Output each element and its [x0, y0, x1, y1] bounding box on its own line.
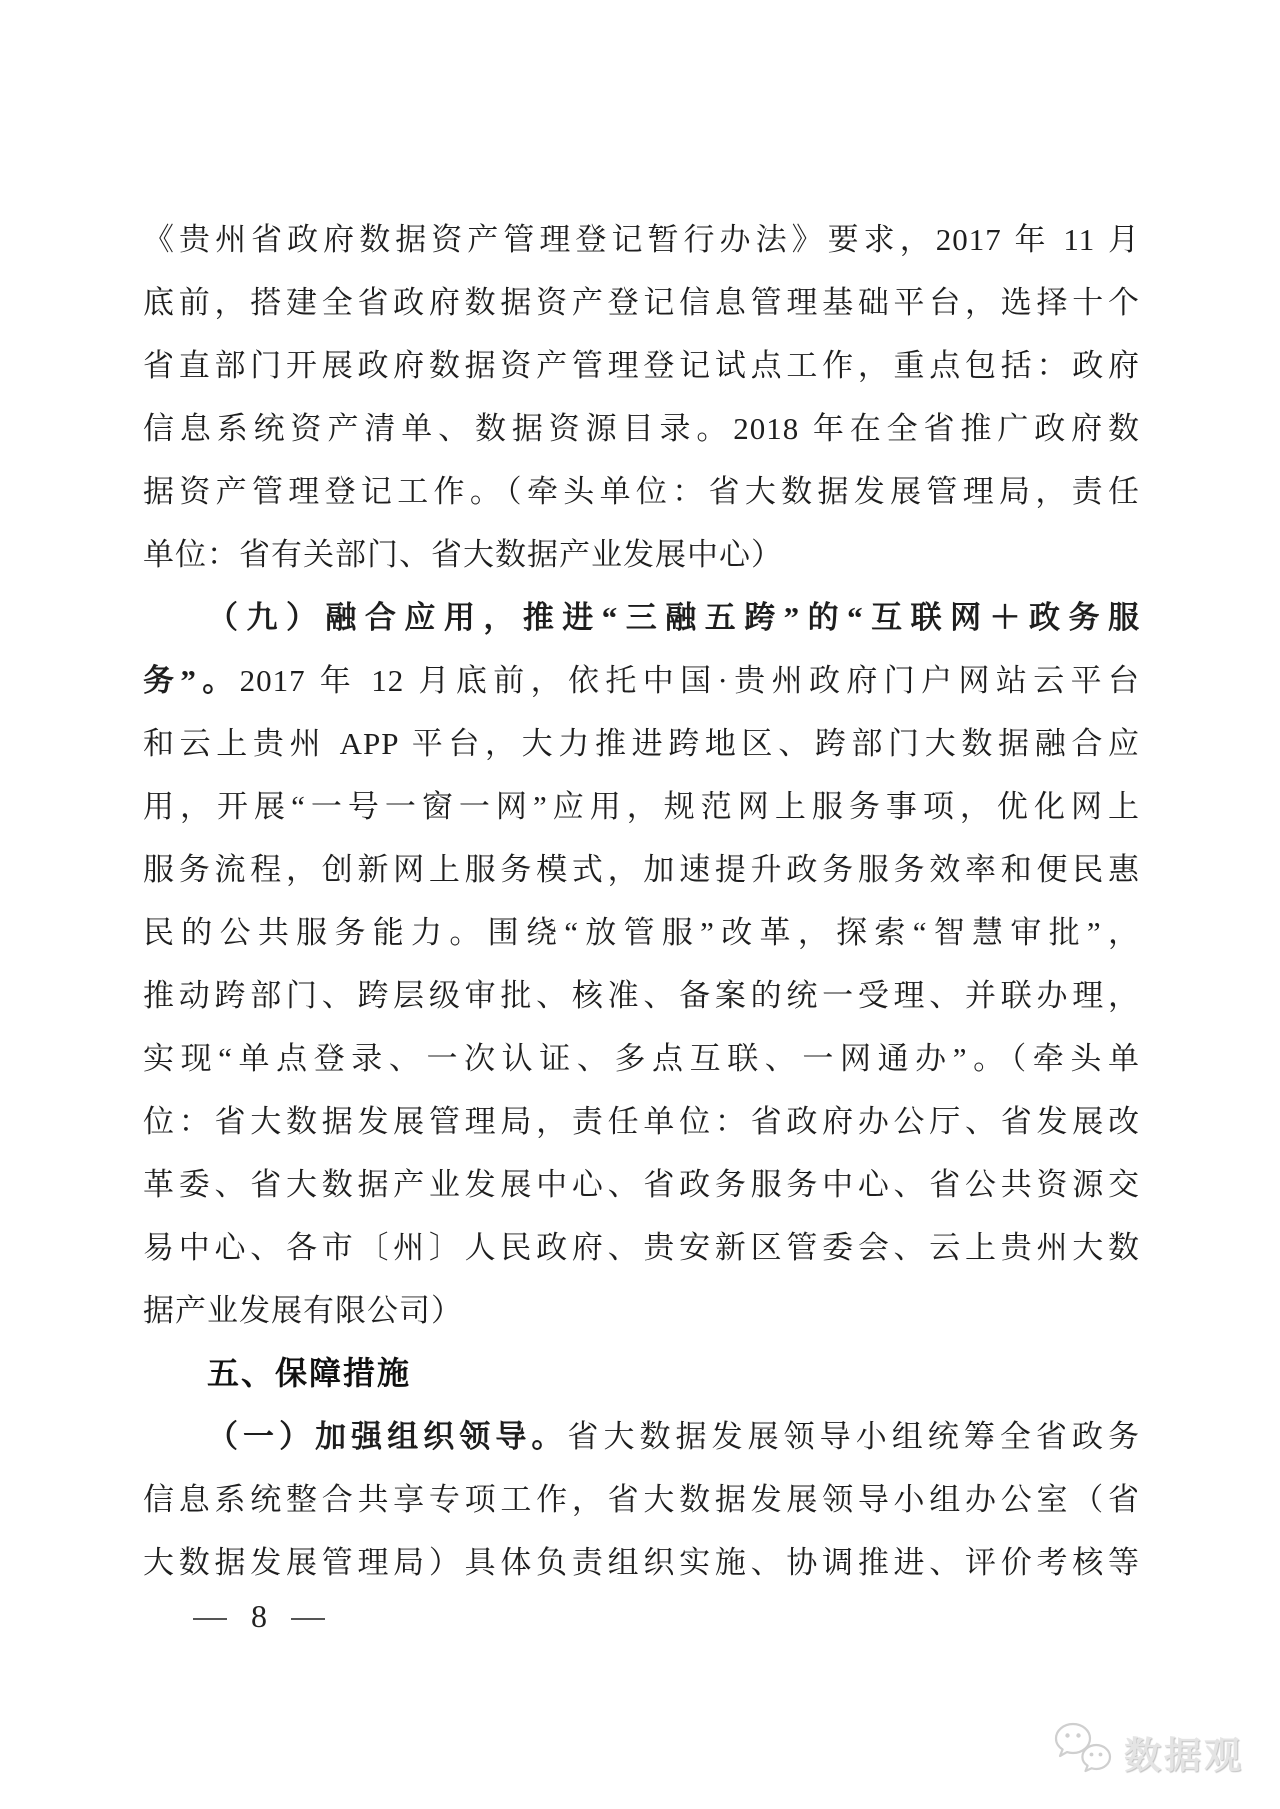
text-line: 推动跨部门、跨层级审批、核准、备案的统一受理、并联办理，: [143, 978, 1140, 1013]
document-body: [143, 208, 1140, 1594]
text-line: 大数据发展管理局）具体负责组织实施、协调推进、评价考核等: [143, 1545, 1140, 1580]
text-line: 革委、省大数据产业发展中心、省政务服务中心、省公共资源交: [143, 1167, 1140, 1202]
text-line: 易中心、各市〔州〕人民政府、贵安新区管委会、云上贵州大数: [143, 1230, 1140, 1265]
text-line: 务”。2017 年 12 月底前，依托中国·贵州政府门户网站云平台: [143, 663, 1141, 698]
text-line: （九）融合应用，推进“三融五跨”的“互联网＋政务服: [207, 600, 1140, 635]
text-line: 据资产管理登记工作。（牵头单位：省大数据发展管理局，责任: [143, 474, 1140, 509]
text-line: 单位：省有关部门、省大数据产业发展中心）: [143, 537, 783, 572]
text-line: 用，开展“一号一窗一网”应用，规范网上服务事项，优化网上: [143, 789, 1140, 824]
text-line: 据产业发展有限公司）: [143, 1293, 463, 1328]
text-line: 省直部门开展政府数据资产管理登记试点工作，重点包括：政府: [143, 348, 1140, 383]
text-line: 信息系统整合共享专项工作，省大数据发展领导小组办公室（省: [143, 1482, 1140, 1517]
watermark: [1052, 1722, 1244, 1781]
text-line: 信息系统资产清单、数据资源目录。2018 年在全省推广政府数: [143, 411, 1140, 446]
text-line: 民的公共服务能力。围绕“放管服”改革，探索“智慧审批”，: [143, 915, 1140, 950]
page-number: [193, 1598, 325, 1635]
watermark-text: 数据观: [1124, 1734, 1244, 1776]
page-number-right-dash: [291, 1618, 325, 1620]
text-line: 实现“单点登录、一次认证、多点互联、一网通办”。（牵头单: [143, 1041, 1140, 1076]
text-line: 《贵州省政府数据资产管理登记暂行办法》要求，2017 年 11 月: [143, 222, 1140, 257]
text-line: 服务流程，创新网上服务模式，加速提升政务服务效率和便民惠: [143, 852, 1140, 887]
page-number-left-dash: [193, 1618, 227, 1620]
text-line: 底前，搭建全省政府数据资产登记信息管理基础平台，选择十个: [143, 285, 1140, 320]
text-line: 和云上贵州 APP 平台，大力推进跨地区、跨部门大数据融合应: [143, 726, 1140, 761]
text-line: （一）加强组织领导。省大数据发展领导小组统筹全省政务: [207, 1419, 1141, 1454]
wechat-bubbles-icon: [1052, 1722, 1114, 1781]
page-number-value: 8: [251, 1598, 267, 1634]
text-line: 位：省大数据发展管理局，责任单位：省政府办公厅、省发展改: [143, 1104, 1140, 1139]
section-heading: 五、保障措施: [207, 1355, 412, 1391]
